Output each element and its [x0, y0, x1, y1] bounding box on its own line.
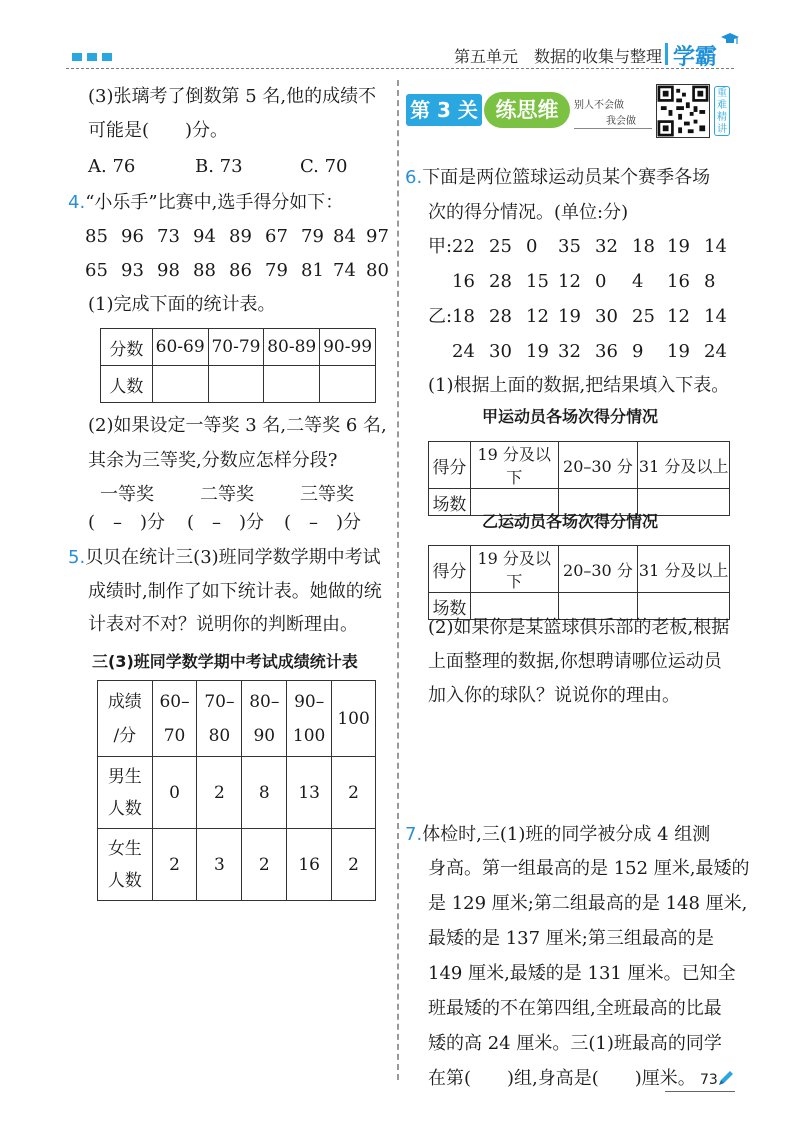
q5-table-title: 三(3)班同学数学期中考试成绩统计表 — [92, 652, 358, 671]
q5-line1: 贝贝在统计三(3)班同学数学期中考试 — [85, 547, 381, 568]
score-cell: 8 — [704, 271, 716, 292]
score-cell: 18 — [452, 306, 475, 327]
prize-blank[interactable]: ( – )分 — [88, 512, 166, 533]
score-cell: 98 — [157, 260, 180, 281]
table-cell: 2 — [332, 829, 376, 901]
score-cell: 0 — [595, 271, 607, 292]
table-cell: 2 — [197, 757, 242, 829]
level-name: 练思维 — [484, 92, 570, 128]
score-cell: 30 — [489, 341, 512, 362]
score-cell: 15 — [526, 271, 549, 292]
score-cell: 12 — [558, 271, 581, 292]
slogan-line2: 我会做 — [606, 116, 636, 127]
slogan-line1: 别人不会做 — [574, 100, 624, 111]
score-cell: 80 — [366, 260, 389, 281]
score-cell: 22 — [452, 236, 475, 257]
table-header: 分数 — [101, 329, 153, 366]
score-cell: 25 — [632, 306, 655, 327]
score-cell: 81 — [301, 260, 324, 281]
score-cell: 28 — [489, 306, 512, 327]
q6-sub2-line1: (2)如果你是某篮球俱乐部的老板,根据 — [428, 617, 730, 638]
table-header: 19 分及以下 — [470, 442, 558, 489]
score-cell: 4 — [632, 271, 644, 292]
score-cell: 24 — [452, 341, 475, 362]
score-cell: 14 — [704, 306, 727, 327]
brand-logo: 学霸 — [673, 45, 718, 70]
score-cell: 28 — [489, 271, 512, 292]
table-row-label: 男生 人数 — [98, 757, 153, 829]
score-cell: 93 — [121, 260, 144, 281]
q6-sub2-line3: 加入你的球队？说说你的理由。 — [428, 685, 680, 706]
q4-sub2-line1: (2)如果设定一等奖 3 名,二等奖 6 名, — [88, 415, 387, 436]
table-header: 80-89 — [264, 329, 320, 366]
score-cell: 19 — [558, 306, 581, 327]
table-cell: 16 — [287, 829, 332, 901]
question-4 — [68, 192, 343, 214]
prize-blank[interactable]: ( – )分 — [187, 512, 265, 533]
score-cell: 24 — [704, 341, 727, 362]
table-cell: 0 — [152, 757, 197, 829]
table-row-label: 女生 人数 — [98, 829, 153, 901]
table-cell: 2 — [152, 829, 197, 901]
table-header: 70– 80 — [197, 681, 242, 757]
pencil-icon — [716, 1070, 734, 1088]
table-header: 成绩 /分 — [98, 681, 153, 757]
score-cell: 25 — [489, 236, 512, 257]
score-cell: 14 — [704, 236, 727, 257]
q7-line5: 149 厘米,最矮的是 131 厘米。已知全 — [428, 963, 736, 984]
q3-3-line2: 可能是( )分。 — [88, 120, 229, 141]
slogan-underline — [574, 128, 652, 129]
table-yi — [428, 545, 730, 620]
q7-line7: 矮的高 24 厘米。三(1)班最高的同学 — [428, 1033, 722, 1054]
q5-line3: 计表对不对？说明你的判断理由。 — [88, 614, 358, 635]
qr-code-icon[interactable] — [656, 84, 710, 138]
question-6 — [405, 167, 710, 189]
prize-blank[interactable]: ( – )分 — [284, 512, 362, 533]
question-number: 5. — [68, 547, 86, 568]
answer-cell[interactable] — [320, 366, 376, 403]
score-cell: 12 — [526, 306, 549, 327]
option-b: B. 73 — [195, 156, 243, 177]
header-topic: 数据的收集与整理 — [534, 47, 663, 66]
table-cell: 3 — [197, 829, 242, 901]
score-cell: 32 — [595, 236, 618, 257]
level-banner — [406, 84, 736, 146]
question-7 — [405, 824, 710, 846]
prize-label: 一等奖 — [100, 484, 154, 505]
option-a: A. 76 — [88, 156, 136, 177]
table-header: 90-99 — [320, 329, 376, 366]
q5-line2: 成绩时,制作了如下统计表。她做的统 — [88, 581, 382, 602]
score-cell: 79 — [301, 226, 324, 247]
score-cell: 79 — [265, 260, 288, 281]
table-header: 80– 90 — [242, 681, 287, 757]
score-cell: 36 — [595, 341, 618, 362]
table-jia-title: 甲运动员各场次得分情况 — [482, 407, 659, 426]
table-cell: 2 — [242, 829, 287, 901]
q4-sub1: (1)完成下面的统计表。 — [88, 294, 276, 315]
athlete-label: 乙: — [428, 306, 453, 327]
score-cell: 0 — [526, 236, 538, 257]
table-header: 19 分及以下 — [470, 546, 558, 593]
graduation-cap-icon — [720, 32, 740, 46]
table-cell: 8 — [242, 757, 287, 829]
score-cell: 19 — [667, 341, 690, 362]
score-cell: 65 — [85, 260, 108, 281]
score-cell: 86 — [229, 260, 252, 281]
score-cell: 74 — [333, 260, 356, 281]
score-cell: 19 — [526, 341, 549, 362]
q4-sub2-line2: 其余为三等奖,分数应怎样分段? — [88, 450, 338, 471]
table-header: 100 — [332, 681, 376, 757]
answer-cell[interactable] — [470, 593, 558, 620]
score-cell: 89 — [229, 226, 252, 247]
score-cell: 9 — [632, 341, 644, 362]
page-header — [0, 0, 800, 70]
prize-label: 二等奖 — [200, 484, 254, 505]
q7-line3: 是 129 厘米;第二组最高的是 148 厘米, — [428, 893, 748, 914]
table-header: 31 分及以上 — [638, 546, 730, 593]
option-c: C. 70 — [300, 156, 348, 177]
q4-score-table — [100, 328, 376, 403]
table-row-label: 场数 — [429, 489, 471, 516]
q7-line4: 最矮的是 137 厘米;第三组最高的是 — [428, 928, 714, 949]
prize-label: 三等奖 — [300, 484, 354, 505]
table-header: 得分 — [429, 546, 471, 593]
score-cell: 94 — [193, 226, 216, 247]
score-cell: 16 — [452, 271, 475, 292]
q5-grade-table — [97, 680, 376, 901]
score-cell: 12 — [667, 306, 690, 327]
header-rule — [66, 68, 734, 69]
table-header: 70-79 — [208, 329, 264, 366]
q6-line1: 下面是两位篮球运动员某个赛季各场 — [422, 167, 711, 188]
table-cell: 2 — [332, 757, 376, 829]
column-divider — [397, 80, 399, 1080]
q3-3-line1: (3)张璃考了倒数第 5 名,他的成绩不 — [88, 86, 377, 107]
header-squares-decoration — [72, 53, 112, 61]
table-header: 60– 70 — [152, 681, 197, 757]
q6-sub1: (1)根据上面的数据,把结果填入下表。 — [428, 375, 730, 396]
answer-cell[interactable] — [208, 366, 264, 403]
score-cell: 85 — [85, 226, 108, 247]
q4-text: “小乐手”比赛中,选手得分如下： — [85, 192, 344, 213]
score-cell: 96 — [121, 226, 144, 247]
q7-line8: 在第( )组,身高是( )厘米。 — [428, 1068, 696, 1089]
table-yi-title: 乙运动员各场次得分情况 — [482, 512, 659, 531]
header-unit: 第五单元 — [454, 47, 519, 66]
q7-line6: 班最矮的不在第四组,全班最高的比最 — [428, 998, 722, 1019]
header-title — [454, 44, 662, 67]
table-row-label: 人数 — [101, 366, 153, 403]
qr-side-label: 重难精讲 — [714, 86, 730, 136]
table-cell: 13 — [287, 757, 332, 829]
answer-cell[interactable] — [638, 593, 730, 620]
table-header: 31 分及以上 — [638, 442, 730, 489]
table-header: 20–30 分 — [558, 442, 638, 489]
question-number: 6. — [405, 167, 423, 188]
q7-line2: 身高。第一组最高的是 152 厘米,最矮的 — [428, 858, 750, 879]
q6-line2: 次的得分情况。(单位:分) — [428, 202, 629, 223]
score-cell: 32 — [558, 341, 581, 362]
q7-line1: 体检时,三(1)班的同学被分成 4 组测 — [422, 824, 711, 845]
header-divider — [665, 43, 668, 65]
question-number: 4. — [68, 192, 86, 213]
table-header: 60-69 — [152, 329, 208, 366]
page-number-underline — [665, 1091, 735, 1092]
q6-sub2-line2: 上面整理的数据,你想聘请哪位运动员 — [428, 651, 722, 672]
table-header: 90– 100 — [287, 681, 332, 757]
table-jia — [428, 441, 730, 516]
question-5 — [68, 547, 381, 569]
score-cell: 35 — [558, 236, 581, 257]
score-cell: 18 — [632, 236, 655, 257]
score-cell: 30 — [595, 306, 618, 327]
score-cell: 73 — [157, 226, 180, 247]
score-cell: 84 — [333, 226, 356, 247]
score-cell: 97 — [366, 226, 389, 247]
score-cell: 16 — [667, 271, 690, 292]
answer-cell[interactable] — [264, 366, 320, 403]
table-header: 得分 — [429, 442, 471, 489]
table-row-label: 场数 — [429, 593, 471, 620]
score-cell: 88 — [193, 260, 216, 281]
score-cell: 19 — [667, 236, 690, 257]
level-label: 第 3 关 — [406, 94, 482, 126]
answer-cell[interactable] — [558, 593, 638, 620]
table-header: 20–30 分 — [558, 546, 638, 593]
question-number: 7. — [405, 824, 423, 845]
page-number: 73 — [700, 1072, 718, 1088]
score-cell: 67 — [265, 226, 288, 247]
athlete-label: 甲: — [428, 236, 453, 257]
answer-cell[interactable] — [152, 366, 208, 403]
